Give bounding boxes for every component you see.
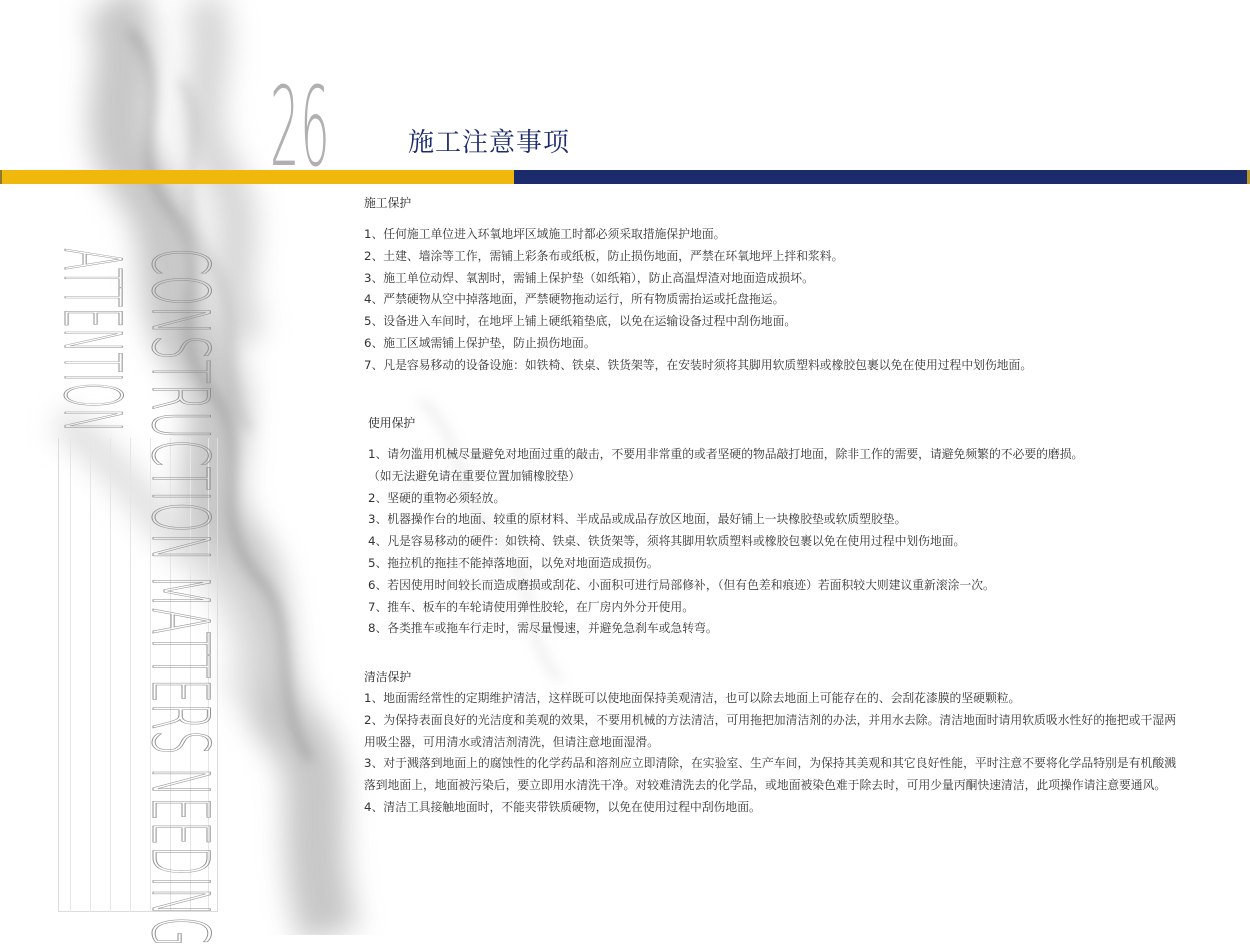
list-item: 1、任何施工单位进入环氧地坪区域施工时都必须采取措施保护地面。 bbox=[364, 227, 726, 241]
list-item: 4、严禁硬物从空中掉落地面，严禁硬物拖动运行，所有物质需抬运或托盘拖运。 bbox=[364, 292, 785, 307]
list-item: 4、凡是容易移动的硬件：如铁椅、铁桌、铁货架等，须将其脚用软质塑料或橡胶包裹以免在使用过程中划伤地面。 bbox=[368, 534, 966, 549]
list-item: 2、土建、墙涂等工作，需铺上彩条布或纸板，防止损伤地面，严禁在环氧地坪上拌和浆料。 bbox=[364, 248, 844, 263]
list-item: 6、若因使用时间较长而造成磨损或刮花、小面积可进行局部修补，（但有色差和痕迹）若面积较大则建议重新滚涂一次。 bbox=[368, 577, 995, 592]
list-item: 2、坚硬的重物必须轻放。 bbox=[368, 490, 506, 505]
section-heading: 清洁保护 bbox=[364, 670, 412, 684]
page-number: 26 bbox=[270, 63, 331, 191]
list-item: 4、清洁工具接触地面时，不能夹带铁质硬物，以免在使用过程中刮伤地面。 bbox=[364, 799, 761, 814]
list-item: 1、地面需经常性的定期维护清洁，这样既可以使地面保持美观清洁，也可以除去地面上可能存在的、会刮花漆膜的坚硬颗粒。 bbox=[364, 691, 1021, 705]
list-item: 5、设备进入车间时，在地坪上铺上硬纸箱垫底，以免在运输设备过程中刮伤地面。 bbox=[364, 314, 797, 329]
section-construction-protection bbox=[364, 194, 1176, 377]
side-title-line-1: CONSTRUCTION MATTERS NEEDING bbox=[134, 248, 224, 947]
list-item: 1、请勿滥用机械尽量避免对地面过重的敲击，不要用非常重的或者坚硬的物品敲打地面，除非工作的需要，请避免频繁的不必要的磨损。 bbox=[368, 447, 1084, 461]
header-band-blue bbox=[514, 170, 1250, 184]
list-item: 3、机器操作台的地面、较重的原材料、半成品或成品存放区地面，最好铺上一块橡胶垫或软质塑胶垫。 bbox=[368, 512, 907, 527]
list-item: 7、凡是容易移动的设备设施：如铁椅、铁桌、铁货架等，在安装时须将其脚用软质塑料或橡胶包裹以免在使用过程中划伤地面。 bbox=[364, 357, 1033, 372]
list-item: 6、施工区域需铺上保护垫，防止损伤地面。 bbox=[364, 335, 596, 350]
list-item: 5、拖拉机的拖挂不能掉落地面，以免对地面造成损伤。 bbox=[368, 555, 659, 570]
section-heading: 施工保护 bbox=[364, 196, 412, 210]
section-usage-protection bbox=[368, 414, 1180, 640]
list-item: 3、对于溅落到地面上的腐蚀性的化学药品和溶剂应立即清除，在实验室、生产车间，为保持其美观和其它良好性能，平时注意不要将化学品特别是有机酸溅落到地面上，地面被污染后，要立即用水清洗干净。对较难清洗去的化学品，或地面被染色难于除去时，可用少量丙酮快速清洁，此项操作请注意要通风。 bbox=[364, 756, 1176, 793]
list-item: 8、各类推车或拖车行走时，需尽量慢速，并避免急刹车或急转弯。 bbox=[368, 621, 718, 636]
list-item: 2、为保持表面良好的光洁度和美观的效果，不要用机械的方法清洁，可用拖把加清洁剂的办法，并用水去除。清洁地面时请用软质吸水性好的拖把或干湿两用吸尘器，可用清水或清洁剂清洗，但请注意地面湿滑。 bbox=[364, 712, 1176, 749]
side-title-line-2: ATTENTION bbox=[46, 248, 136, 433]
section-heading: 使用保护 bbox=[368, 416, 416, 430]
page-title: 施工注意事项 bbox=[408, 128, 571, 158]
list-item: （如无法避免请在重要位置加铺橡胶垫） bbox=[368, 468, 581, 483]
list-item: 3、施工单位动焊、氧割时，需铺上保护垫（如纸箱），防止高温焊渣对地面造成损坏。 bbox=[364, 270, 814, 285]
header-band-edge-left bbox=[0, 170, 2, 184]
section-cleaning-protection bbox=[364, 668, 1176, 819]
header-band-yellow bbox=[0, 170, 514, 184]
list-item: 7、推车、板车的车轮请使用弹性胶轮，在厂房内外分开使用。 bbox=[368, 599, 695, 614]
